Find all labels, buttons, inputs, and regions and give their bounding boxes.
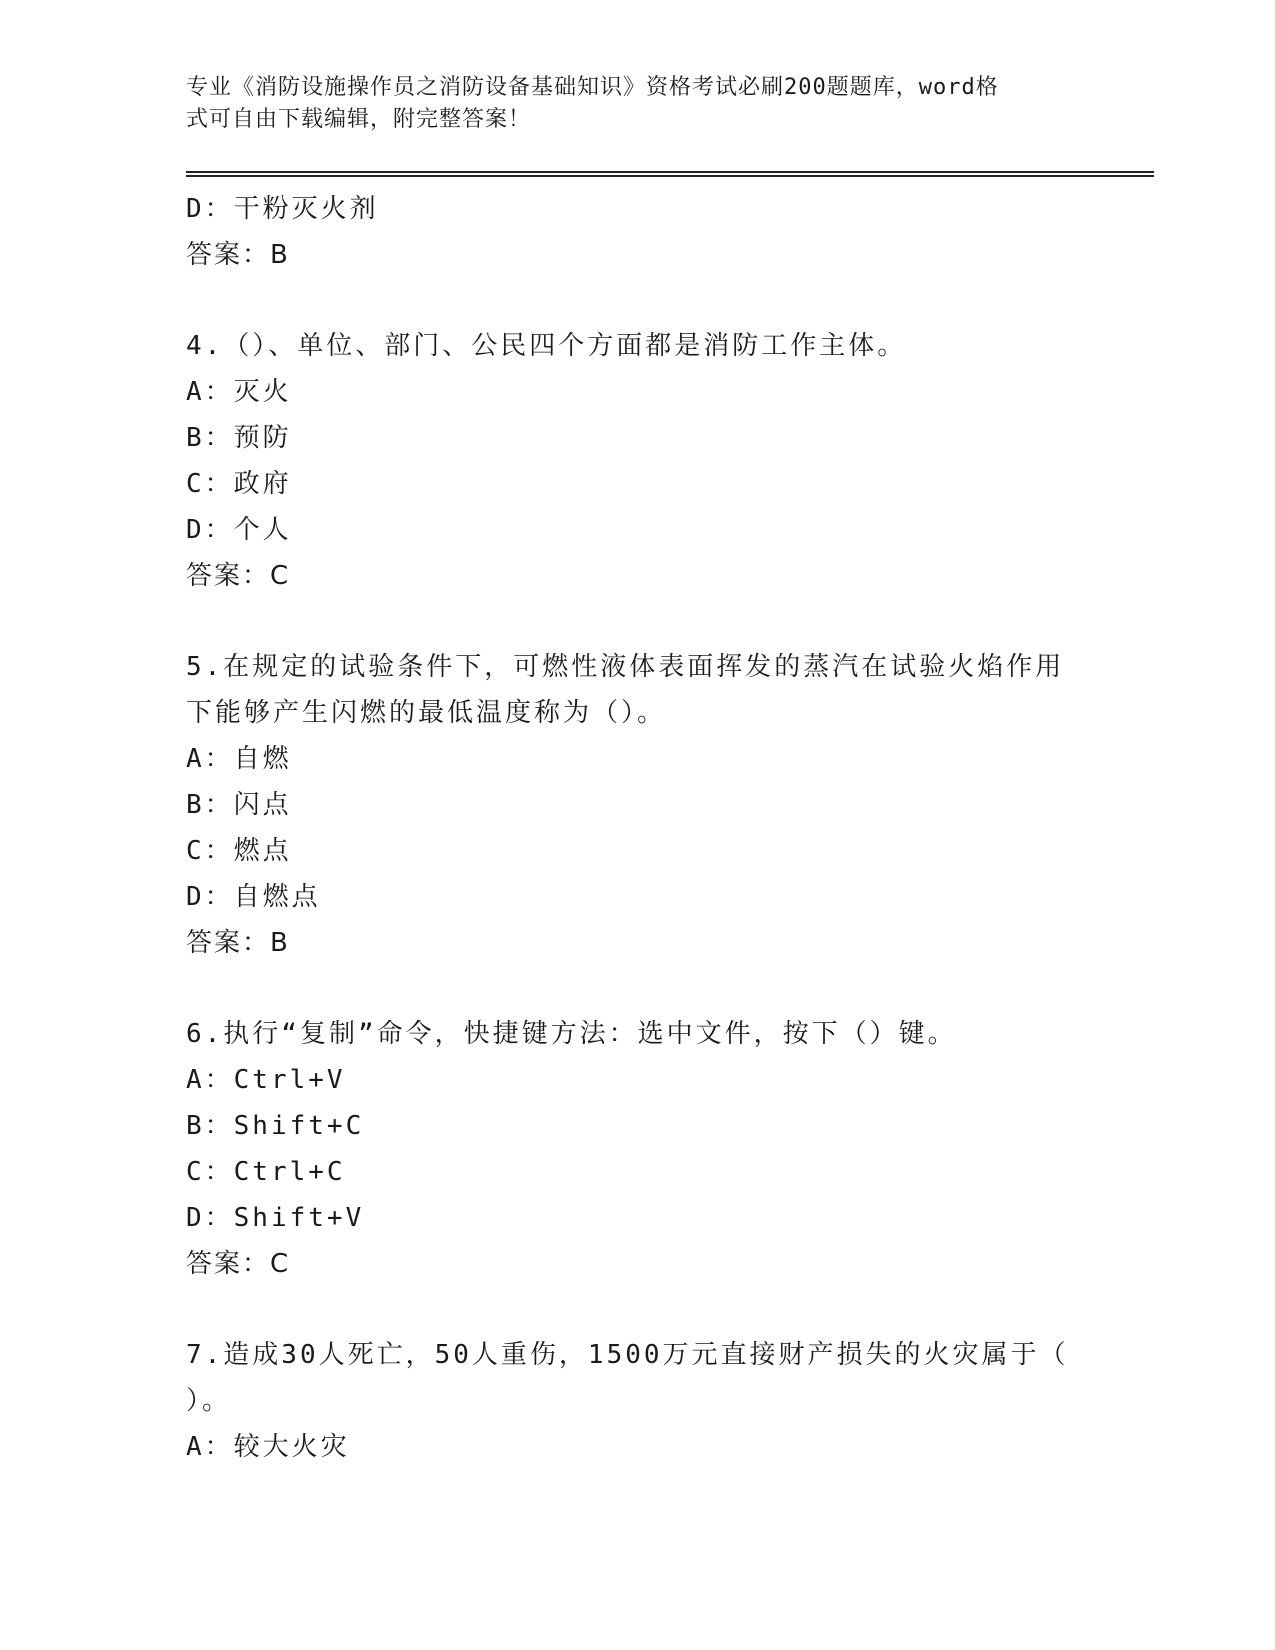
option-c: C：政府: [186, 469, 292, 499]
answer-line: 答案：B: [186, 928, 290, 958]
option-d: D：干粉灭火剂: [186, 194, 379, 224]
question-stem: 6.执行“复制”命令，快捷键方法：选中文件，按下（）键。: [186, 1019, 957, 1049]
question-stem-line-1: 7.造成30人死亡，50人重伤，1500万元直接财产损失的火灾属于（: [186, 1340, 1069, 1370]
answer-line: 答案：B: [186, 240, 290, 270]
header-divider-top: [186, 171, 1154, 173]
option-b: B：Shift+C: [186, 1111, 365, 1141]
header-divider-bottom: [186, 175, 1154, 177]
option-a: A：较大火灾: [186, 1432, 350, 1462]
option-d: D：Shift+V: [186, 1203, 365, 1233]
option-a: A：Ctrl+V: [186, 1065, 346, 1095]
option-c: C：Ctrl+C: [186, 1157, 346, 1187]
option-b: B：闪点: [186, 790, 292, 820]
question-stem-line-1: 5.在规定的试验条件下，可燃性液体表面挥发的蒸汽在试验火焰作用: [186, 652, 1065, 682]
question-content: [186, 186, 1069, 1470]
question-3-tail: [186, 186, 1066, 278]
header-line-2: 式可自由下载编辑，附完整答案！: [186, 107, 532, 132]
question-stem: 4.（）、单位、部门、公民四个方面都是消防工作主体。: [186, 331, 907, 361]
option-d: D：个人: [186, 515, 292, 545]
option-a: A：自燃: [186, 744, 292, 774]
question-5: [186, 644, 1066, 966]
header-line-1: 专业《消防设施操作员之消防设备基础知识》资格考试必刷200题题库，word格: [186, 75, 999, 100]
option-c: C：燃点: [186, 836, 292, 866]
question-7: [186, 1332, 1069, 1470]
question-4: [186, 323, 1066, 599]
option-a: A：灭火: [186, 377, 292, 407]
answer-line: 答案：C: [186, 1249, 291, 1279]
document-header: [186, 72, 1066, 136]
question-stem-line-2: 下能够产生闪燃的最低温度称为（）。: [186, 698, 667, 728]
question-6: [186, 1011, 1066, 1287]
answer-line: 答案：C: [186, 561, 291, 591]
option-d: D：自燃点: [186, 882, 321, 912]
option-b: B：预防: [186, 423, 292, 453]
question-stem-line-2: ）。: [186, 1386, 232, 1416]
